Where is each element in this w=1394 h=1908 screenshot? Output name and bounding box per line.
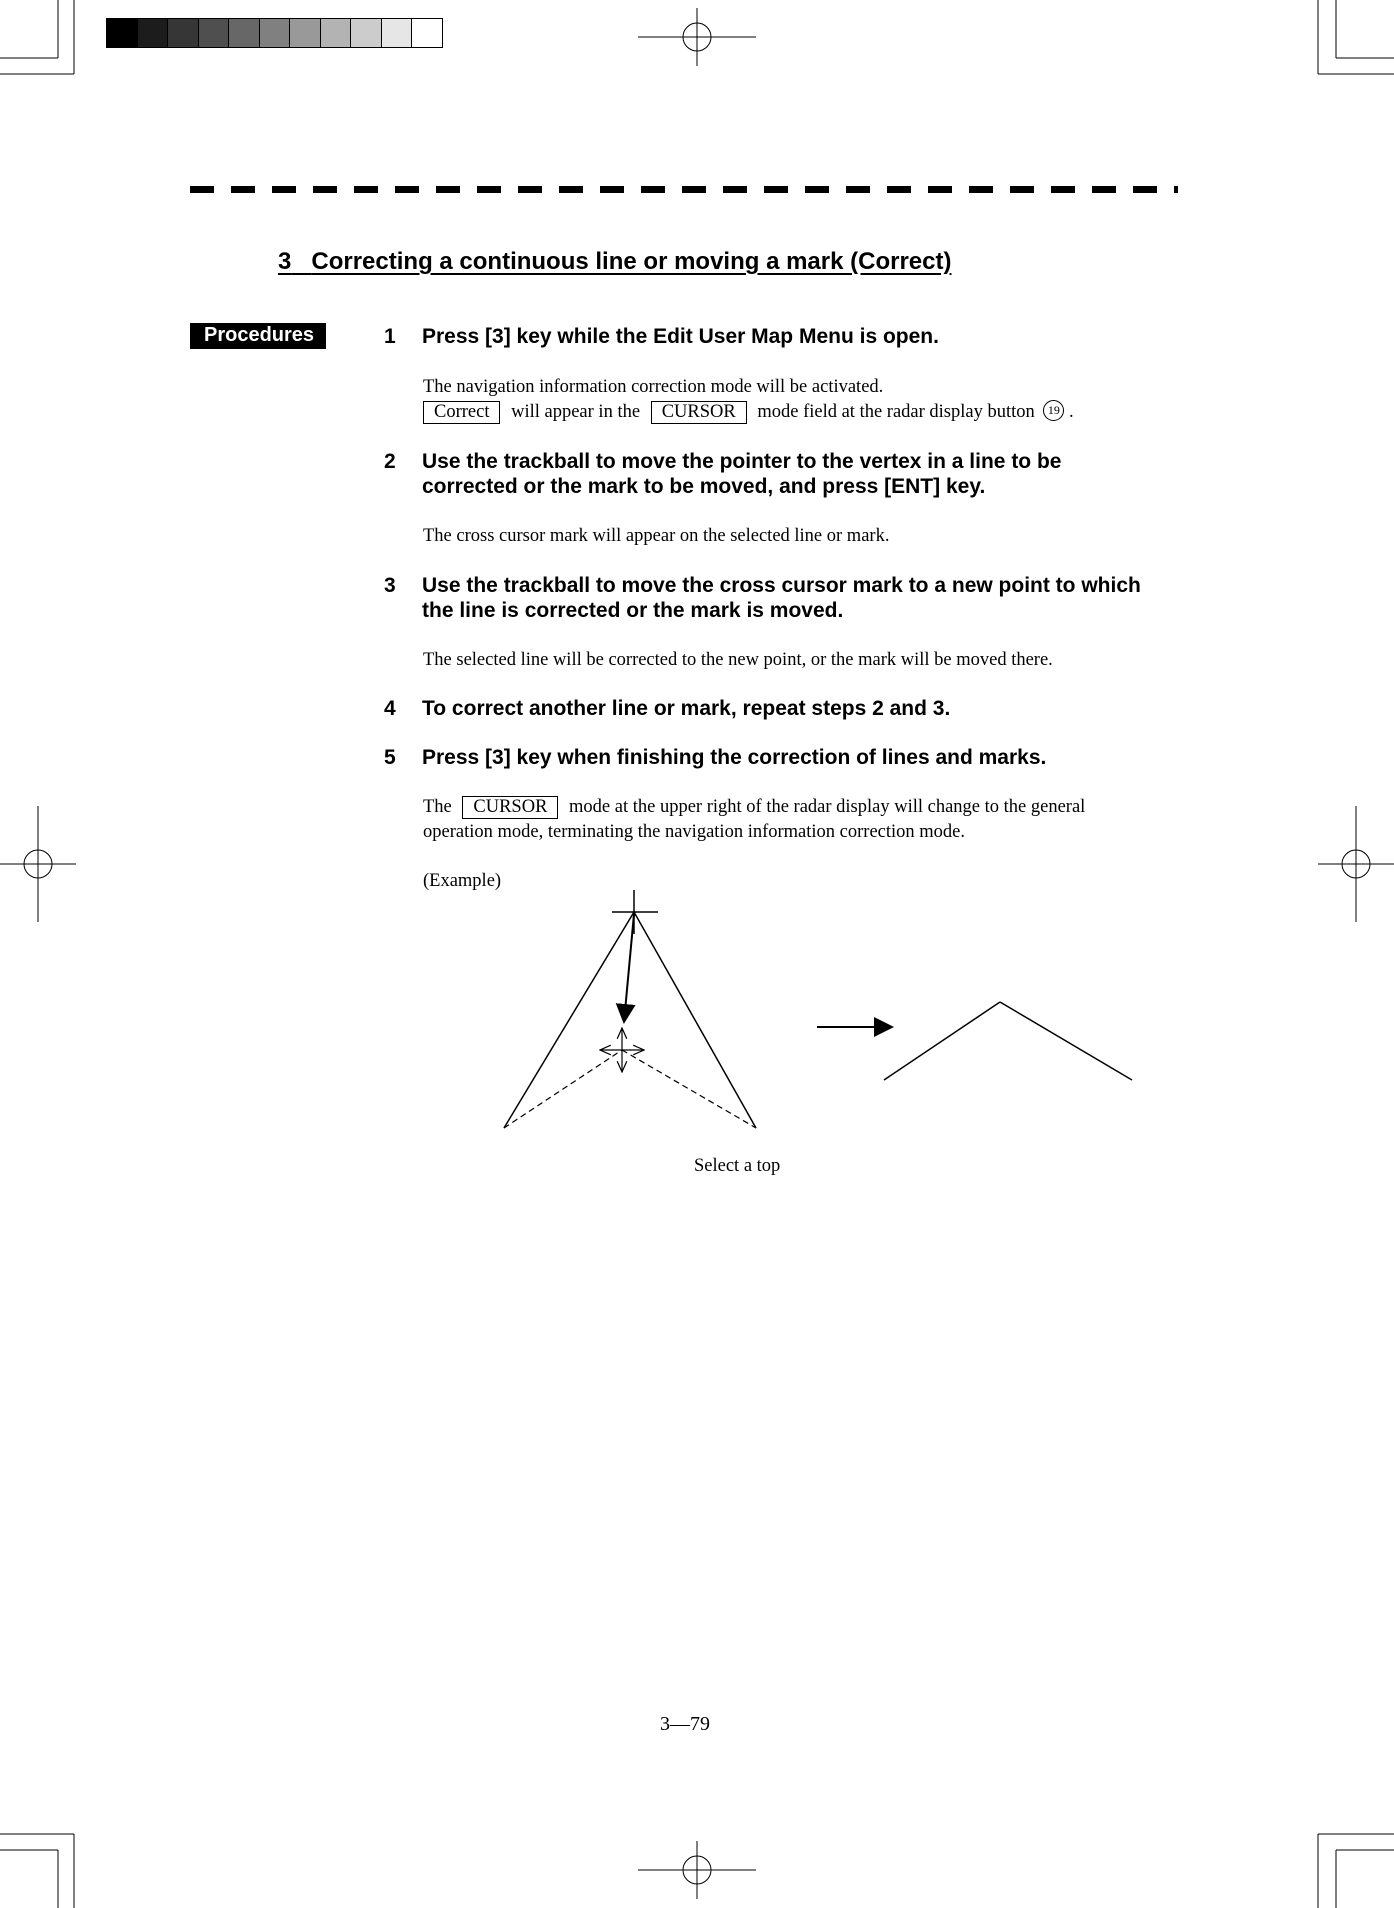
drag-arrow-icon [624,914,634,1022]
step-5-text-a: The [423,797,452,817]
step-title: To correct another line or mark, repeat steps 2 and 3. [422,697,951,720]
cursor-crosshair-icon [612,890,658,934]
procedures-badge: Procedures [190,323,326,349]
cursor-label-box: CURSOR [651,401,747,424]
cursor-label-box: CURSOR [462,796,558,819]
step-1-text-a: will appear in the [511,402,641,422]
section-number: 3 [278,248,292,275]
step-title: Press [3] key while the Edit User Map Menu is open. [422,325,939,348]
section-title: Correcting a continuous line or moving a mark (Correct) [311,248,952,275]
step-number: 2 [384,450,396,473]
step-title: Press [3] key when finishing the correction of lines and marks. [422,746,1047,769]
step-number: 5 [384,746,396,769]
page-number: 3—79 [660,1713,710,1735]
example-label: (Example) [423,871,502,891]
step-title-line1: Use the trackball to move the cross cursor mark to a new point to which [422,574,1141,597]
example-caption: Select a top [694,1156,781,1176]
step-number: 4 [384,697,396,720]
step-1-text-b: mode field at the radar display button [757,402,1035,422]
step-2-body: The cross cursor mark will appear on the selected line or mark. [423,526,890,546]
step-number: 1 [384,325,396,348]
step-1-text-end: . [1069,402,1074,422]
step-5-text-b: mode at the upper right of the radar display will change to the general [569,797,1086,817]
step-1-body-line1: The navigation information correction mode will be activated. [423,377,884,397]
move-cursor-icon [600,1028,644,1072]
step-title-line1: Use the trackball to move the pointer to the vertex in a line to be [422,450,1062,473]
correct-label-box: Correct [423,401,500,424]
step-3-body: The selected line will be corrected to the new point, or the mark will be moved there. [423,650,1053,670]
circled-number-19-icon: 19 [1043,400,1064,421]
original-line [504,912,756,1128]
step-5-body-line2: operation mode, terminating the navigation information correction mode. [423,822,965,842]
step-number: 3 [384,574,396,597]
step-title-line2: the line is corrected or the mark is moved. [422,599,844,622]
step-title-line2: corrected or the mark to be moved, and press [ENT] key. [422,475,986,498]
result-line [884,1002,1132,1080]
